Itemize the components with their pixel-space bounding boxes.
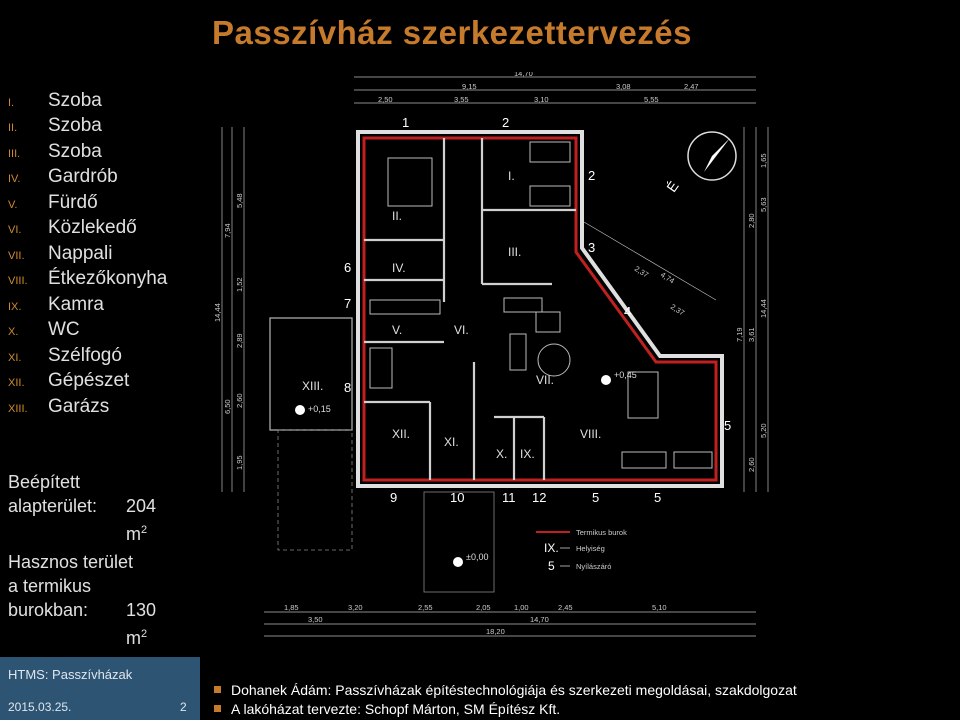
north-arrow-icon	[663, 132, 736, 195]
dim-text: 3,50	[308, 615, 323, 624]
dim-text: 7,94	[223, 223, 232, 238]
dim-text: 2,80	[747, 213, 756, 228]
built-area-stat: Beépített alapterület: 204 $m^2$	[8, 472, 157, 544]
dim-text: 7,19	[735, 327, 744, 342]
dim-text: 1,95	[235, 455, 244, 470]
section-mark: 3	[588, 240, 596, 255]
legend-item: II. Szoba	[8, 115, 102, 136]
dim-text: 1,85	[284, 603, 299, 612]
dim-text: 3,55	[454, 95, 469, 104]
dim-text: 2,37	[632, 264, 651, 280]
dim-text: 14,44	[759, 299, 768, 318]
useful-area-value: 130 $m^2$	[126, 600, 157, 648]
room-legend	[8, 86, 167, 418]
section-mark: 10	[450, 490, 465, 505]
legend-item: IV. Gardrób	[8, 166, 118, 187]
plan-room-label: IX.	[520, 447, 535, 461]
plan-room-label: VI.	[454, 323, 469, 337]
legend-item: VIII. Étkezőkonyha	[8, 268, 168, 289]
dim-text: 2,37	[668, 302, 687, 318]
svg-text:É: É	[663, 178, 682, 195]
legend-item: X. WC	[8, 319, 80, 340]
bullet-icon	[214, 705, 221, 712]
floor-plan	[204, 72, 960, 646]
plan-room-label: XI.	[444, 435, 459, 449]
legend-item: XII. Gépészet	[8, 370, 130, 391]
legend-item: VI. Közlekedő	[8, 217, 137, 238]
entry-porch	[424, 492, 494, 592]
slide-title: Passzívház szerkezettervezés	[212, 14, 692, 51]
section-mark: 2	[588, 168, 596, 183]
level-mark: ±0,00	[466, 552, 489, 562]
furniture	[370, 142, 712, 468]
references	[214, 680, 797, 718]
key-label: Nyílászáró	[576, 562, 612, 571]
plan-room-label: VII.	[536, 373, 555, 387]
title-bar	[0, 0, 960, 72]
dim-text: 2,45	[558, 603, 573, 612]
level-mark: +0,45	[614, 370, 637, 380]
legend-item: V. Fürdő	[8, 191, 98, 213]
dim-text: 3,10	[534, 95, 549, 104]
section-mark: 5	[654, 490, 662, 505]
section-mark: 4	[624, 304, 632, 319]
reference-item: A lakóházat tervezte: Schopf Márton, SM Építész Kft.	[214, 699, 797, 718]
dim-text: 5,48	[235, 193, 244, 208]
dim-text: 6,50	[223, 399, 232, 414]
plan-room-label: II.	[392, 209, 403, 223]
key-label: Termikus burok	[576, 528, 627, 537]
plan-room-label: V.	[392, 323, 403, 337]
dim-text: 9,15	[462, 82, 477, 91]
plan-room-label: IV.	[392, 261, 406, 275]
legend-item: IX. Kamra	[8, 293, 104, 315]
legend-item: I. Szoba	[8, 89, 102, 111]
plan-room-label: VIII.	[580, 427, 602, 441]
legend-item: VII. Nappali	[8, 242, 113, 264]
plan-room-label: XIII.	[302, 379, 324, 393]
bullet-icon	[214, 686, 221, 693]
dim-text: 4,74	[658, 270, 677, 286]
carport	[278, 430, 352, 550]
legend-item: XIII. Garázs	[8, 395, 110, 417]
section-mark: 9	[390, 490, 398, 505]
legend-item: XI. Szélfogó	[8, 344, 122, 366]
dim-text: 1,00	[514, 603, 529, 612]
plan-room-label: X.	[496, 447, 508, 461]
dim-text: 1,65	[759, 153, 768, 168]
section-mark: 6	[344, 260, 352, 275]
dim-text: 3,61	[747, 327, 756, 342]
section-mark: 8	[344, 380, 352, 395]
footer-page-number: 2	[180, 700, 187, 714]
dim-text: 2,55	[418, 603, 433, 612]
dim-text: 18,20	[486, 627, 505, 636]
useful-area-stat: Hasznos terület a termikus burokban: 130 $m^2$	[8, 552, 157, 648]
dim-text: 5,63	[759, 197, 768, 212]
legend-item: III. Szoba	[8, 140, 102, 162]
key-sample: IX.	[544, 541, 559, 555]
dim-text: 1,52	[235, 277, 244, 292]
built-area-value: 204 $m^2$	[126, 496, 157, 544]
footer-course: HTMS: Passzívházak	[8, 667, 133, 682]
section-mark: 11	[502, 490, 516, 505]
reference-item: Dohanek Ádám: Passzívházak építéstechnológiája és szerkezeti megoldásai, szakdolgozat	[214, 680, 797, 699]
level-mark: +0,15	[308, 404, 331, 414]
dim-text: 14,44	[213, 303, 222, 322]
plan-room-label: XII.	[392, 427, 411, 441]
plan-room-label: I.	[508, 169, 515, 183]
dim-text: 2,05	[476, 603, 491, 612]
dim-text: 2,50	[378, 95, 393, 104]
dim-text: 2,47	[684, 82, 699, 91]
dim-text: 3,20	[348, 603, 363, 612]
dim-text: 2,60	[235, 393, 244, 408]
section-mark: 5	[724, 418, 732, 433]
thermal-envelope	[364, 138, 716, 480]
dim-text: 5,55	[644, 95, 659, 104]
section-mark: 12	[532, 490, 547, 505]
dim-text: 5,20	[759, 423, 768, 438]
key-sample: 5	[548, 559, 555, 573]
dim-text: 2,89	[235, 333, 244, 348]
section-mark: 5	[592, 490, 600, 505]
section-mark: 1	[402, 115, 410, 130]
key-label: Helyiség	[576, 544, 605, 553]
dim-text: 3,08	[616, 82, 631, 91]
dim-text: 14,70	[514, 72, 533, 78]
dim-text: 2,60	[747, 457, 756, 472]
section-mark: 7	[344, 296, 352, 311]
plan-room-label: III.	[508, 245, 522, 259]
dim-text: 14,70	[530, 615, 549, 624]
plan-key	[536, 528, 627, 573]
section-mark: 2	[502, 115, 510, 130]
dim-text: 5,10	[652, 603, 667, 612]
footer-date: 2015.03.25.	[8, 700, 72, 714]
